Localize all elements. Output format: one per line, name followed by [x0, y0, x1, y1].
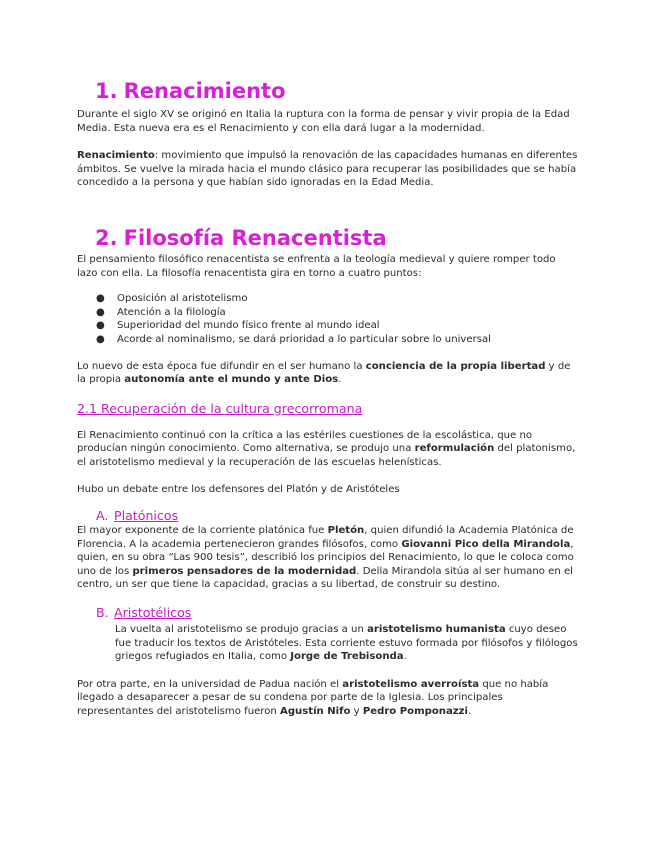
- text-run: .: [467, 706, 472, 718]
- paragraph-definition: [77, 149, 579, 190]
- heading-letter: A.: [96, 508, 109, 524]
- paragraph-novedad: [77, 360, 579, 387]
- list-item: [77, 319, 579, 333]
- heading-text: Platónicos: [114, 508, 179, 524]
- text-run: El Renacimiento continuó con la crítica a las estériles cuestiones de la escolástica, que no producían ningún conocimiento. Como alternativa, se produjo una: [77, 429, 533, 455]
- document-content: [77, 76, 579, 719]
- text-run: del platonismo, el aristotelismo medieval y la recuperación de las escuelas helenísticas.: [77, 443, 576, 468]
- text-run: cuyo deseo fue traducir los textos de Aristóteles. Esta corriente estuvo formada por filósofos y filólogos griegos refugiados en Italia, como: [115, 624, 578, 663]
- bullet-icon: ●: [96, 306, 105, 318]
- heading-text: Renacimiento: [123, 79, 286, 103]
- heading-text: Aristotélicos: [114, 605, 192, 621]
- bold-pomponazzi: Pedro Pomponazzi: [362, 706, 468, 718]
- paragraph-intro-renacimiento: Durante el siglo XV se originó en Italia la ruptura con la forma de pensar y vivir propia de la Edad Media. Esta nueva era es el Renacimiento y con ella dará lugar a la modernidad.: [77, 109, 570, 134]
- bold-reformulacion: reformulación: [414, 443, 495, 455]
- text-run: , quien difundió la Academia Platónica de Florencia. A la academia pertenecieron grandes filósofos, como: [77, 525, 574, 550]
- subheading-recuperacion: 2.1 Recuperación de la cultura grecorromana: [77, 400, 363, 416]
- heading-aristotelicos: [77, 605, 579, 621]
- text-run: y: [350, 706, 363, 718]
- list-item: [77, 306, 579, 320]
- bold-libertad: conciencia de la propia libertad: [365, 360, 546, 372]
- bold-autonomia: autonomía ante el mundo y ante Dios: [124, 374, 339, 386]
- paragraph-padua: [77, 678, 579, 719]
- heading-text: Filosofía Renacentista: [123, 225, 387, 250]
- bullet-icon: ●: [96, 293, 105, 305]
- list-item-text: Superioridad del mundo físico frente al mundo ideal: [117, 320, 380, 332]
- bullet-icon: ●: [96, 320, 105, 332]
- heading-filosofia-renacentista: [77, 223, 579, 253]
- bold-trebisonda: Jorge de Trebisonda: [290, 651, 404, 663]
- heading-number: 2.: [95, 225, 118, 250]
- list-item: [77, 292, 579, 306]
- paragraph-escolastica: [77, 429, 579, 470]
- bold-averroista: aristotelismo averroísta: [342, 678, 480, 690]
- list-item-text: Oposición al aristotelismo: [117, 293, 248, 305]
- text-run: Lo nuevo de esta época fue difundir en el ser humano la: [77, 360, 366, 372]
- bold-nifo: Agustín Nifo: [280, 706, 351, 718]
- definition-term: Renacimiento: [77, 150, 155, 162]
- paragraph-filosofia-intro: El pensamiento filosófico renacentista se enfrenta a la teología medieval y quiere romper todo lazo con ella. La filosofía renacentista gira en torno a cuatro puntos:: [77, 253, 556, 279]
- text-run: . Della Mirandola sitúa al ser humano en el centro, un ser que tiene la capacidad, gracias a su libertad, de construir su destino.: [77, 565, 573, 591]
- text-run: , quien, en su obra “Las 900 tesis”, describió los principios del Renacimiento, lo que le coloca como uno de los: [77, 538, 574, 577]
- heading-letter: B.: [96, 605, 109, 621]
- text-run: La vuelta al aristotelismo se produjo gracias a un: [115, 624, 368, 636]
- list-item-text: Atención a la filología: [117, 306, 226, 318]
- heading-number: 1.: [95, 79, 118, 103]
- bold-pleton: Pletón: [327, 525, 365, 537]
- heading-renacimiento: [77, 76, 579, 106]
- list-item: [77, 333, 579, 347]
- heading-platonicos: [77, 508, 579, 524]
- bold-primeros-pensadores: primeros pensadores de la modernidad: [132, 565, 357, 577]
- list-item-text: Acorde al nominalismo, se dará prioridad a lo particular sobre lo universal: [117, 333, 491, 345]
- definition-text: : movimiento que impulsó la renovación de las capacidades humanas en diferentes ámbitos. Se vuelve la mirada hacia el mundo clásico para recuperar las posibilidades que se había concedido a la persona y que habían sido ignoradas en la Edad Media.: [77, 150, 578, 189]
- paragraph-platonicos: [77, 524, 579, 592]
- text-run: El mayor exponente de la corriente platónica fue: [77, 525, 328, 537]
- points-list: [77, 292, 579, 346]
- text-run: que no había llegado a desaparecer a pesar de su condena por parte de la Iglesia. Los principales representantes del aristotelismo fueron: [77, 678, 549, 718]
- text-run: Por otra parte, en la universidad de Padua nación el: [77, 678, 343, 690]
- paragraph-aristotelicos: [77, 623, 579, 664]
- bullet-icon: ●: [96, 333, 105, 345]
- text-run: .: [338, 374, 342, 386]
- text-run: y de la propia: [77, 360, 571, 386]
- bold-aristotelismo-humanista: aristotelismo humanista: [367, 624, 506, 636]
- paragraph-debate: Hubo un debate entre los defensores del Platón y de Aristóteles: [77, 483, 400, 495]
- bold-pico: Giovanni Pico della Mirandola: [401, 538, 571, 550]
- text-run: .: [403, 651, 407, 663]
